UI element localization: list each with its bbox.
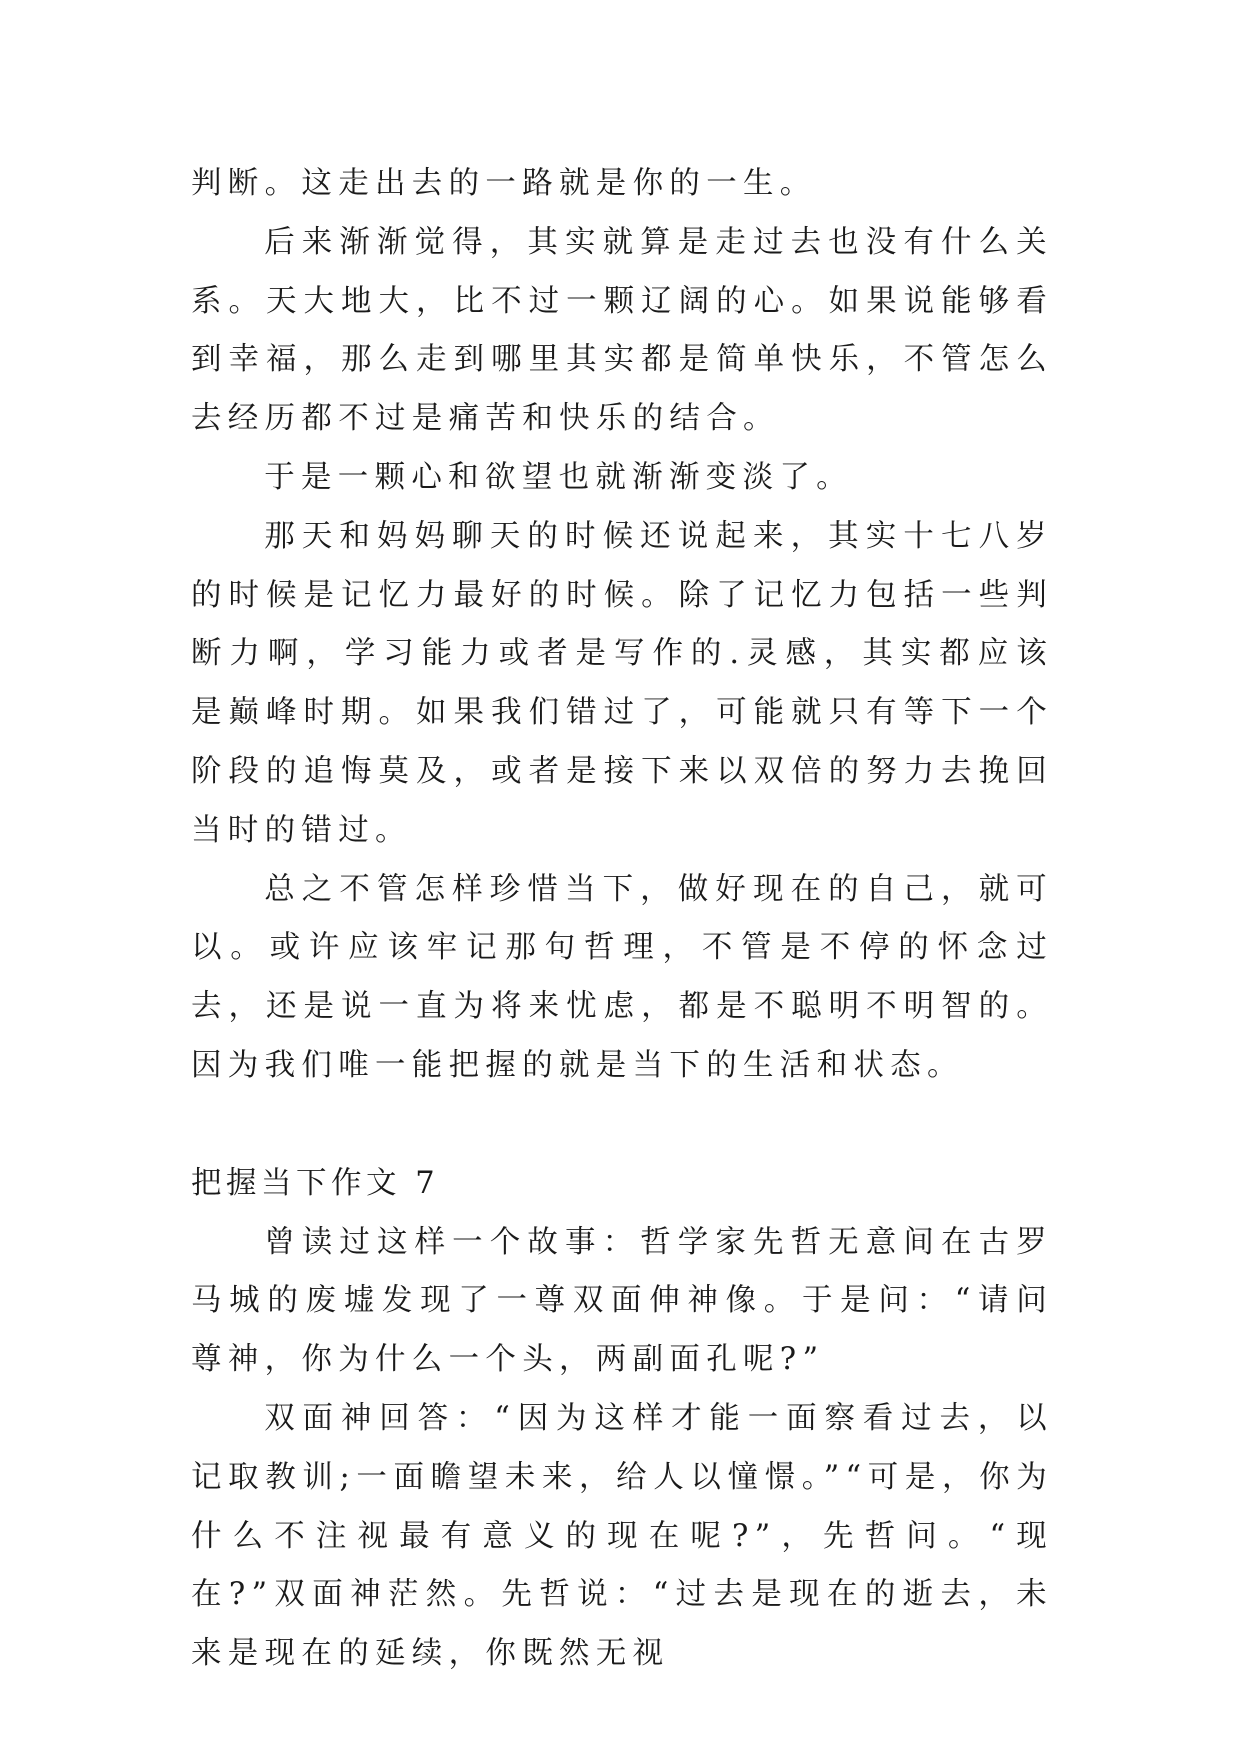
- paragraph-continuation: 判断。这走出去的一路就是你的一生。: [191, 166, 817, 201]
- paragraph: 后来渐渐觉得，其实就算是走过去也没有什么关系。天大地大，比不过一颗辽阔的心。如果说能够看到幸福，那么走到哪里其实都是简单快乐，不管怎么去经历都不过是痛苦和快乐的结合。: [191, 224, 1053, 437]
- paragraph: 总之不管怎样珍惜当下，做好现在的自己，就可以。或许应该牢记那句哲理，不管是不停的怀念过去，还是说一直为将来忧虑，都是不聪明不明智的。因为我们唯一能把握的就是当下的生活和状态。: [191, 871, 1053, 1083]
- section-title: 把握当下作文 7: [191, 1165, 440, 1201]
- document-body: [191, 155, 1053, 1684]
- paragraph: 双面神回答：“因为这样才能一面察看过去，以记取教训;一面瞻望未来，给人以憧憬。”“可是，你为什么不注视最有意义的现在呢?”，先哲问。“现在?”双面神茫然。先哲说：“过去是现在的逝去，未来是现在的延续，你既然无视: [191, 1400, 1053, 1672]
- paragraph: 曾读过这样一个故事：哲学家先哲无意间在古罗马城的废墟发现了一尊双面伸神像。于是问：“请问尊神，你为什么一个头，两副面孔呢?”: [191, 1224, 1053, 1378]
- paragraph: 于是一颗心和欲望也就渐渐变淡了。: [264, 459, 853, 495]
- paragraph: 那天和妈妈聊天的时候还说起来，其实十七八岁的时候是记忆力最好的时候。除了记忆力包括一些判断力啊，学习能力或者是写作的.灵感，其实都应该是巅峰时期。如果我们错过了，可能就只有等下一个阶段的追悔莫及，或者是接下来以双倍的努力去挽回当时的错过。: [191, 518, 1053, 848]
